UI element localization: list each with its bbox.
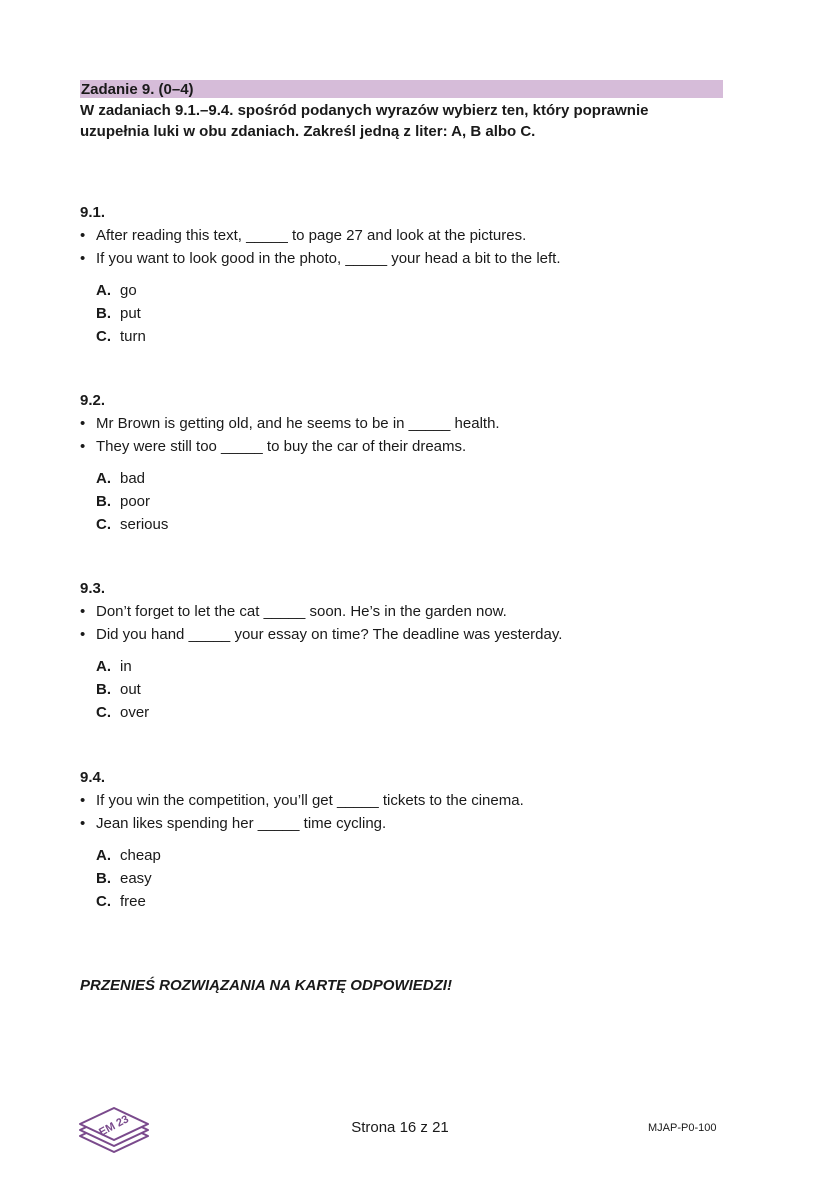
sentence-text: If you want to look good in the photo, _____ your head a bit to the left. <box>96 250 561 267</box>
bullet-icon: • <box>80 792 86 809</box>
bullet-icon: • <box>80 227 86 244</box>
option-text: serious <box>120 516 169 533</box>
exam-code: MJAP-P0-100 <box>648 1122 717 1134</box>
option-a[interactable] <box>96 279 740 302</box>
option-c[interactable] <box>96 890 740 913</box>
sentence-text: Jean likes spending her _____ time cycling. <box>96 815 387 832</box>
sentence-text: After reading this text, _____ to page 27 and look at the pictures. <box>96 227 527 244</box>
option-letter[interactable]: A. <box>96 282 111 299</box>
option-text: easy <box>120 870 152 887</box>
option-text: cheap <box>120 847 161 864</box>
question-number: 9.3. <box>80 580 106 597</box>
option-letter[interactable]: A. <box>96 470 111 487</box>
option-text: poor <box>120 493 151 510</box>
option-letter[interactable]: B. <box>96 870 111 887</box>
sentence <box>80 789 740 812</box>
option-text: bad <box>120 470 146 487</box>
option-letter[interactable]: C. <box>96 893 111 910</box>
option-a[interactable] <box>96 844 740 867</box>
option-b[interactable] <box>96 678 740 701</box>
bullet-icon: • <box>80 438 86 455</box>
option-text: go <box>120 282 137 299</box>
page-number: Strona 16 z 21 <box>351 1119 449 1136</box>
sentence <box>80 224 740 247</box>
sentence <box>80 412 740 435</box>
sentence <box>80 247 740 270</box>
sentence-text: They were still too _____ to buy the car of their dreams. <box>96 438 467 455</box>
option-b[interactable] <box>96 302 740 325</box>
option-c[interactable] <box>96 513 740 536</box>
bullet-icon: • <box>80 415 86 432</box>
sentence-text: Did you hand _____ your essay on time? The deadline was yesterday. <box>96 626 563 643</box>
options-list <box>80 844 740 913</box>
option-letter[interactable]: B. <box>96 493 111 510</box>
question-9-2 <box>80 389 740 536</box>
option-b[interactable] <box>96 867 740 890</box>
bullet-icon: • <box>80 626 86 643</box>
option-letter[interactable]: C. <box>96 516 111 533</box>
sentence-text: Mr Brown is getting old, and he seems to be in _____ health. <box>96 415 500 432</box>
task-header: Zadanie 9. (0–4) <box>80 80 723 98</box>
question-number: 9.2. <box>80 392 106 409</box>
sentence <box>80 600 740 623</box>
option-a[interactable] <box>96 467 740 490</box>
bullet-icon: • <box>80 603 86 620</box>
sentence <box>80 623 740 646</box>
option-letter[interactable]: C. <box>96 704 111 721</box>
option-text: in <box>120 658 132 675</box>
option-text: out <box>120 681 141 698</box>
question-number: 9.4. <box>80 769 106 786</box>
option-a[interactable] <box>96 655 740 678</box>
question-number: 9.1. <box>80 204 106 221</box>
task-instruction: W zadaniach 9.1.–9.4. spośród podanych wyrazów wybierz ten, który poprawnie uzupełnia luki w obu zdaniach. Zakreśl jedną z liter: A, B albo C. <box>80 102 649 140</box>
option-c[interactable] <box>96 325 740 348</box>
option-b[interactable] <box>96 490 740 513</box>
option-text: turn <box>120 328 146 345</box>
option-letter[interactable]: B. <box>96 681 111 698</box>
sentence-text: Don’t forget to let the cat _____ soon. He’s in the garden now. <box>96 603 507 620</box>
option-letter[interactable]: A. <box>96 847 111 864</box>
option-letter[interactable]: B. <box>96 305 111 322</box>
bullet-icon: • <box>80 250 86 267</box>
bullet-icon: • <box>80 815 86 832</box>
options-list <box>80 655 740 724</box>
transfer-note: PRZENIEŚ ROZWIĄZANIA NA KARTĘ ODPOWIEDZI! <box>80 977 452 994</box>
sentence <box>80 435 740 458</box>
options-list <box>80 279 740 348</box>
options-list <box>80 467 740 536</box>
option-c[interactable] <box>96 701 740 724</box>
option-letter[interactable]: C. <box>96 328 111 345</box>
sentence-text: If you win the competition, you’ll get _____ tickets to the cinema. <box>96 792 524 809</box>
question-9-4 <box>80 766 740 913</box>
sentence <box>80 812 740 835</box>
logo-text: EM 23 <box>97 1113 131 1139</box>
option-letter[interactable]: A. <box>96 658 111 675</box>
option-text: over <box>120 704 150 721</box>
option-text: free <box>120 893 146 910</box>
question-9-3 <box>80 577 740 724</box>
question-9-1 <box>80 201 740 348</box>
option-text: put <box>120 305 141 322</box>
